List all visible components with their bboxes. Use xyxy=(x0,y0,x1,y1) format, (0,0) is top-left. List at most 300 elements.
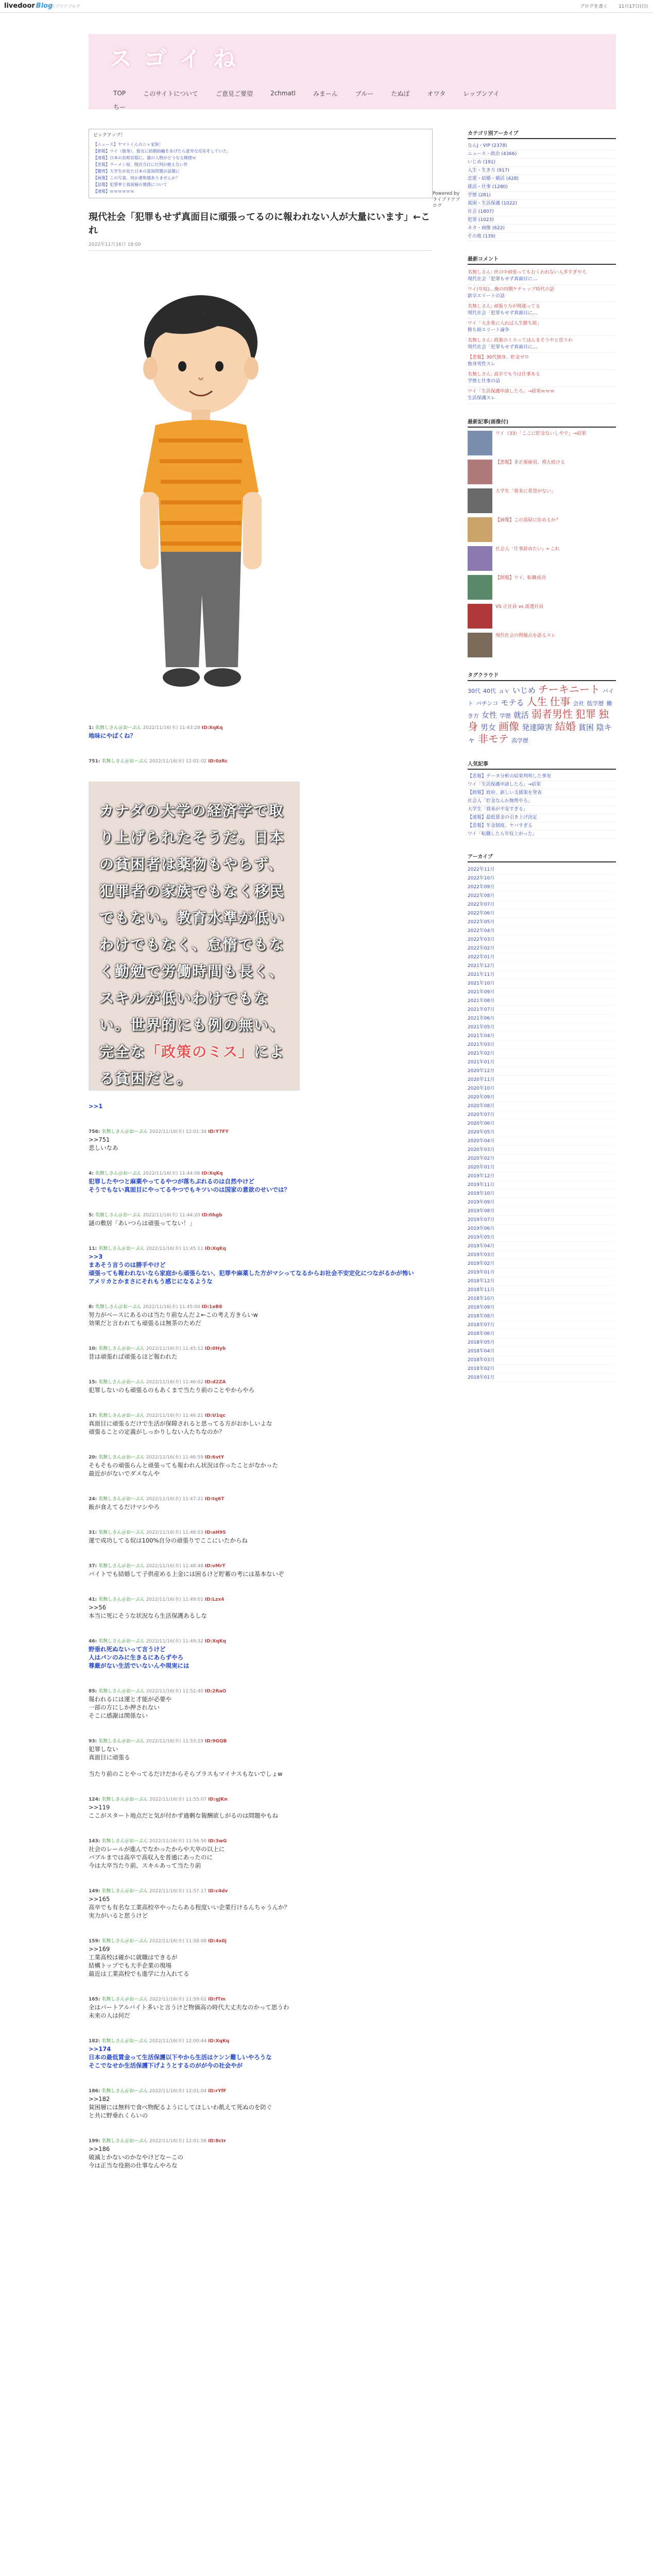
category-link[interactable]: 社会 (1807) xyxy=(468,208,616,216)
comment-date: 2022/11/16(水) 11:56:50 xyxy=(149,1839,207,1844)
comment-author: 名無しさん＠おーぷん xyxy=(98,1346,145,1351)
tag-link[interactable]: チーキニート xyxy=(538,683,600,696)
archive-month-link[interactable]: 2021年05月 xyxy=(468,1023,616,1032)
comment-number[interactable]: 46: xyxy=(89,1639,97,1644)
recent-comment-source[interactable]: 新卒エリートの話 xyxy=(468,294,505,299)
comment-date: 2022/11/16(水) 12:01:02 xyxy=(149,759,207,764)
archive-month-link[interactable]: 2019年01月 xyxy=(468,1268,616,1277)
comment-header xyxy=(89,1303,433,1310)
comment-date: 2022/11/16(水) 11:45:00 xyxy=(143,1304,200,1310)
comment-id[interactable]: ID:gJKn xyxy=(208,1797,228,1802)
tag-link[interactable]: 会社 xyxy=(573,700,585,707)
comment-body: >>3 まあそう言うのは勝手やけど 頑張っても報われないなら家庭から頑張らない、犯罪や麻薬した方がマシってなるからお社会不安定化につながるかが怖い アメリカとかまさにそれもう感じになるような xyxy=(89,1253,414,1285)
monthly-archive-list xyxy=(468,866,616,1382)
recent-post-title[interactable]: 現代社会の問題点を語るスレ xyxy=(495,633,556,638)
archive-month-link[interactable]: 2022年01月 xyxy=(468,953,616,962)
recent-post-thumbnail[interactable] xyxy=(468,546,492,571)
tag-link[interactable]: 30代 xyxy=(468,688,480,694)
category-link[interactable]: なんJ・VIP (2378) xyxy=(468,142,616,150)
comment-number[interactable]: 199: xyxy=(89,2139,100,2144)
popular-post-link[interactable]: 【悲報】年金制度、ヤバすぎる xyxy=(468,822,616,831)
recent-post-item[interactable] xyxy=(468,488,616,513)
recent-post-item[interactable] xyxy=(468,517,616,542)
comment-number[interactable]: 93: xyxy=(89,1739,97,1744)
nav-item[interactable]: ちー xyxy=(113,103,126,111)
nav-item[interactable]: たぬぽ xyxy=(391,90,410,97)
comment xyxy=(89,1345,433,1361)
recent-post-title[interactable]: 社会人「仕事辞めたい」←これ xyxy=(495,547,560,552)
comment-number[interactable]: 751: xyxy=(89,759,100,764)
tag-link[interactable]: 仕事 xyxy=(549,696,571,708)
comment-author: 名無しさん＠おーぷん xyxy=(101,759,148,764)
comment-author: 名無しさん＠おーぷん xyxy=(101,2089,148,2094)
comment-header xyxy=(89,1596,433,1602)
nav-item[interactable]: みまーん xyxy=(313,90,338,97)
archive-month-link[interactable]: 2019年06月 xyxy=(468,1225,616,1233)
comment-number[interactable]: 143: xyxy=(89,1839,100,1844)
recent-comment-source[interactable]: 勝ち組エリート論争 xyxy=(468,328,510,333)
comment-author: 名無しさん＠おーぷん xyxy=(98,1497,145,1502)
tag-link[interactable]: 就活 xyxy=(513,710,529,720)
comment-id[interactable]: ID:8ctr xyxy=(208,2139,226,2144)
comment-number[interactable]: 85: xyxy=(89,1689,97,1694)
comment-body: そもそもの頑張らんと頑張っても報われん状況は作ったことがなかった 最近ががないでダメなんや xyxy=(89,1462,278,1477)
comment-body: >>186 破滅とかないのかなやけどなーこの 今は正当な役割の仕事なんやろな xyxy=(89,2145,183,2169)
tag-link[interactable]: モテる xyxy=(501,698,524,707)
comment xyxy=(89,1245,433,1285)
archive-month-link[interactable]: 2019年02月 xyxy=(468,1260,616,1268)
comment-id[interactable]: ID:XqKq xyxy=(204,1246,226,1251)
archive-month-link[interactable]: 2020年06月 xyxy=(468,1120,616,1128)
archive-month-link[interactable]: 2019年03月 xyxy=(468,1251,616,1260)
category-link[interactable]: 就活・仕事 (1280) xyxy=(468,183,616,192)
comment-header xyxy=(89,1937,433,1944)
comment-id[interactable]: ID:0Hyb xyxy=(204,1346,226,1351)
tag-link[interactable]: 高学歴 xyxy=(511,737,529,744)
recent-post-title[interactable]: 【画像】この部屋に住めるか？ xyxy=(495,518,561,523)
archive-month-link[interactable]: 2018年04月 xyxy=(468,1347,616,1356)
tag-link[interactable]: 学歴 xyxy=(500,713,511,719)
comment-author: 名無しさん＠おーぷん xyxy=(98,1413,145,1418)
post-title[interactable]: 現代社会「犯罪もせず真面目に頑張ってるのに報われない人が大量にいます」←これ xyxy=(89,212,431,236)
archive-month-link[interactable]: 2020年08月 xyxy=(468,1102,616,1111)
tag-cloud-title: タグクラウド xyxy=(468,671,616,681)
comment-header xyxy=(89,1995,433,2002)
archive-month-link[interactable]: 2021年04月 xyxy=(468,1032,616,1041)
comment-id[interactable]: ID:d2ZA xyxy=(204,1380,226,1385)
comment-number[interactable]: 31: xyxy=(89,1530,97,1535)
popular-post-link[interactable]: 大学生「将来が不安すぎる」 xyxy=(468,806,616,814)
recent-post-title[interactable]: 【悲報】非正規雇用、増え続ける xyxy=(495,460,565,465)
comment-header xyxy=(89,1795,433,1802)
recent-comments-list xyxy=(468,268,616,404)
comment xyxy=(89,1562,433,1578)
comment-body: 野垂れ死ぬないって言うけど 人はパンのみに生きるにあらずやろ 尊厳がない生活でいないんや現実には xyxy=(89,1646,190,1669)
archive-month-link[interactable]: 2022年07月 xyxy=(468,901,616,909)
archive-month-link[interactable]: 2021年01月 xyxy=(468,1058,616,1067)
archive-month-link[interactable]: 2018年02月 xyxy=(468,1365,616,1374)
archive-month-link[interactable]: 2018年11月 xyxy=(468,1286,616,1295)
comment-body: >>169 工業高校は確かに就職はできるが 結構トップでも大手企業の現場 最近は工業高校でも進学に力入れてる xyxy=(89,1945,190,1977)
recent-post-item[interactable] xyxy=(468,604,616,629)
nav-item[interactable]: オワタ xyxy=(427,90,446,97)
tag-link[interactable]: ａｖ xyxy=(499,688,510,694)
pickup-link[interactable]: 【話題】犯罪率と貧困層の関係について xyxy=(93,182,167,187)
comment xyxy=(89,1303,433,1327)
recent-post-thumbnail[interactable] xyxy=(468,604,492,629)
tag-link[interactable]: バイト xyxy=(468,688,614,707)
comment xyxy=(89,1211,433,1227)
pickup-heading: ピックアップ！ xyxy=(93,133,126,138)
recent-comment-item[interactable] xyxy=(468,336,616,353)
recent-comment-item[interactable] xyxy=(468,319,616,336)
comment-author: 名無しさん＠おーぷん xyxy=(98,1639,145,1644)
archive-month-link[interactable]: 2020年12月 xyxy=(468,1067,616,1076)
comment-date: 2022/11/16(水) 11:47:21 xyxy=(146,1497,203,1502)
recent-comment-item[interactable] xyxy=(468,302,616,319)
recent-comment-item[interactable] xyxy=(468,370,616,387)
comment-id[interactable]: ID:rYfF xyxy=(208,2089,227,2094)
recent-comment-item[interactable] xyxy=(468,387,616,404)
comment-body: 運で成功してる奴は100%自分の頑張りでここにいたからね xyxy=(89,1537,248,1544)
popular-post-link[interactable]: 社会人「貯金なんか無理やろ」 xyxy=(468,798,616,806)
archive-month-link[interactable]: 2020年02月 xyxy=(468,1155,616,1163)
comment-number[interactable]: 41: xyxy=(89,1597,97,1602)
comment-id[interactable]: ID:aH9S xyxy=(204,1530,226,1535)
recent-comment-item[interactable] xyxy=(468,285,616,302)
comment-id[interactable]: ID:3wG xyxy=(208,1839,227,1844)
recent-comment-source[interactable]: 独身男性スレ xyxy=(468,362,496,367)
category-link[interactable]: 学歴 (281) xyxy=(468,192,616,200)
comment-id[interactable]: ID:XqKq xyxy=(208,2039,230,2044)
comment-id[interactable]: ID:2RaO xyxy=(204,1689,227,1694)
comment-number[interactable]: 182: xyxy=(89,2039,100,2044)
comment-author: 名無しさん＠おーぷん xyxy=(98,1455,145,1460)
livedoor-logo-blog: Blog xyxy=(36,2,53,10)
archive-month-link[interactable]: 2020年05月 xyxy=(468,1128,616,1137)
tag-link[interactable]: 非モテ xyxy=(478,733,509,745)
archive-month-link[interactable]: 2022年08月 xyxy=(468,892,616,901)
recent-comment-item[interactable] xyxy=(468,353,616,370)
archive-month-link[interactable]: 2022年04月 xyxy=(468,927,616,936)
category-archive-title: カテゴリ別アーカイブ xyxy=(468,129,616,139)
archive-month-link[interactable]: 2020年07月 xyxy=(468,1111,616,1120)
comment-author: 名無しさん＠おーぷん xyxy=(101,1839,148,1844)
comment-date: 2022/11/16(水) 11:46:21 xyxy=(146,1413,203,1418)
comment-id[interactable]: ID:9GQB xyxy=(204,1739,227,1744)
comment-id[interactable]: ID:tq6T xyxy=(204,1497,225,1502)
comment-id[interactable]: ID:XqKq xyxy=(204,1639,226,1644)
main-column xyxy=(89,129,433,2187)
archive-month-link[interactable]: 2018年01月 xyxy=(468,1374,616,1382)
archive-month-link[interactable]: 2021年03月 xyxy=(468,1041,616,1049)
comment-header xyxy=(89,1453,433,1460)
archive-month-link[interactable]: 2021年12月 xyxy=(468,962,616,971)
archive-month-link[interactable]: 2019年05月 xyxy=(468,1233,616,1242)
tag-link[interactable]: 発達障害 xyxy=(522,723,553,732)
comment-id[interactable]: ID:fTm xyxy=(208,1997,226,2002)
nav-item[interactable]: 2chmatl xyxy=(270,90,296,97)
tag-link[interactable]: 女性 xyxy=(482,710,497,720)
comment-number[interactable]: 159: xyxy=(89,1939,100,1944)
tag-cloud-list xyxy=(468,684,616,746)
popular-post-link[interactable]: ワイ「転職したら年収上がった」 xyxy=(468,831,616,839)
popular-post-link[interactable]: 【朗報】政府、新しい支援策を発表 xyxy=(468,789,616,798)
recent-post-item[interactable] xyxy=(468,546,616,571)
archive-month-link[interactable]: 2021年11月 xyxy=(468,971,616,979)
comment-author: 名無しさん＠おーぷん xyxy=(101,1939,148,1944)
tag-link[interactable]: 犯罪 xyxy=(575,708,596,720)
write-blog-link[interactable]: ブログを書く xyxy=(580,4,608,9)
popular-post-link[interactable]: ワイ「生活保護申請したろ」→結果 xyxy=(468,781,616,789)
popular-post-link[interactable]: 【悲報】データ分析の結果判明した事実 xyxy=(468,773,616,781)
archive-month-link[interactable]: 2020年10月 xyxy=(468,1084,616,1093)
comment-body: 飯が食えてるだけマシやろ xyxy=(89,1503,160,1511)
nav-item[interactable]: ご意見ご要望 xyxy=(215,90,253,97)
archive-month-link[interactable]: 2022年11月 xyxy=(468,866,616,874)
pickup-link[interactable]: 【驚愕】大学生が見た日本の貧困問題が話題に xyxy=(93,169,180,174)
comment xyxy=(89,2087,433,2120)
monthly-archive-title: アーカイブ xyxy=(468,852,616,862)
archive-month-link[interactable]: 2020年09月 xyxy=(468,1093,616,1102)
tag-link[interactable]: 画像 xyxy=(499,720,520,733)
category-link[interactable]: 恋愛・結婚・婚活 (428) xyxy=(468,175,616,183)
comment-date: 2022/11/16(水) 11:46:02 xyxy=(146,1380,203,1385)
tag-link[interactable]: 陰キャ xyxy=(468,723,612,744)
pickup-link[interactable]: 【ニュース】ヤマトくんのニャ家族！ xyxy=(93,142,163,147)
comment-author: 名無しさん＠おーぷん xyxy=(98,1530,145,1535)
recent-comment-text: 【悲報】30代独身、貯金ゼロ xyxy=(468,355,529,360)
archive-month-link[interactable]: 2021年06月 xyxy=(468,1014,616,1023)
archive-month-link[interactable]: 2018年06月 xyxy=(468,1330,616,1338)
archive-month-link[interactable]: 2018年12月 xyxy=(468,1277,616,1286)
comment-date: 2022/11/16(水) 11:49:32 xyxy=(146,1639,203,1644)
comment-date: 2022/11/16(水) 12:01:56 xyxy=(149,2139,207,2144)
archive-month-link[interactable]: 2021年09月 xyxy=(468,988,616,997)
comment-id[interactable]: ID:XqKq xyxy=(201,1171,223,1176)
comment-id[interactable]: ID:0zRc xyxy=(208,759,228,764)
archive-month-link[interactable]: 2022年02月 xyxy=(468,944,616,953)
archive-month-link[interactable]: 2019年08月 xyxy=(468,1207,616,1216)
recent-post-item[interactable] xyxy=(468,460,616,484)
tag-link[interactable]: 貧困 xyxy=(578,723,594,732)
powered-by[interactable]: Powered by ライブドアブログ xyxy=(433,191,460,209)
archive-month-link[interactable]: 2021年10月 xyxy=(468,979,616,988)
comment-number[interactable]: 15: xyxy=(89,1380,97,1385)
archive-month-link[interactable]: 2019年12月 xyxy=(468,1172,616,1181)
comment-header xyxy=(89,757,433,764)
recent-post-thumbnail[interactable] xyxy=(468,431,492,455)
archive-month-link[interactable]: 2020年01月 xyxy=(468,1163,616,1172)
recent-comment-item[interactable] xyxy=(468,268,616,285)
comment-body: >>119 ここがスタート地点だと気が付かず過剰な報酬欲しがるのは問題やもね xyxy=(89,1804,278,1819)
tag-link[interactable]: 40代 xyxy=(483,688,496,694)
tag-link[interactable]: 働き方 xyxy=(468,700,612,719)
comment-number[interactable]: 186: xyxy=(89,2089,100,2094)
recent-post-item[interactable] xyxy=(468,575,616,600)
recent-post-thumbnail[interactable] xyxy=(468,517,492,542)
comment xyxy=(89,1529,433,1545)
comment-id[interactable]: ID:Lzx4 xyxy=(204,1597,225,1602)
livedoor-logo[interactable] xyxy=(4,2,53,10)
recent-post-title[interactable]: 【朗報】ワイ、転職成功 xyxy=(495,575,546,581)
comment-number[interactable]: 5: xyxy=(89,1213,94,1218)
header-title-area[interactable] xyxy=(89,34,616,75)
comment-id[interactable]: ID:Y7FY xyxy=(208,1129,229,1134)
archive-month-link[interactable]: 2021年02月 xyxy=(468,1049,616,1058)
tag-link[interactable]: パチンコ xyxy=(476,700,499,707)
archive-month-link[interactable]: 2020年03月 xyxy=(468,1146,616,1155)
tag-link[interactable]: 独身 xyxy=(468,708,609,733)
comment-number[interactable]: 149: xyxy=(89,1889,100,1894)
archive-month-link[interactable]: 2018年10月 xyxy=(468,1295,616,1303)
comment-number[interactable]: 10: xyxy=(89,1346,97,1351)
comment-number[interactable]: 165: xyxy=(89,1997,100,2002)
comment xyxy=(89,1995,433,2020)
comment-number[interactable]: 124: xyxy=(89,1797,100,1802)
pickup-link[interactable]: 【画像】この写真、何か違和感ありませんか？ xyxy=(93,176,180,180)
category-link[interactable]: 人生・生き方 (917) xyxy=(468,167,616,175)
pickup-link[interactable]: 【速報】ｗｗｗｗｗｗ xyxy=(93,189,134,194)
archive-month-link[interactable]: 2019年11月 xyxy=(468,1181,616,1190)
archive-month-link[interactable]: 2020年11月 xyxy=(468,1076,616,1084)
comment xyxy=(89,1637,433,1670)
nav-item[interactable]: レップンアイ xyxy=(463,90,500,97)
nav-item[interactable]: ブルー xyxy=(355,90,374,97)
comment-number[interactable]: 8: xyxy=(89,1304,94,1310)
recent-posts-images xyxy=(468,417,616,657)
recent-post-title[interactable]: ワイ（33）「ここに貯金ないしやで」→結果 xyxy=(495,431,587,436)
comment-body: 昔は頑張れば頑張るほど報われた xyxy=(89,1353,178,1360)
blog-logo[interactable]: ス ゴ イ ね xyxy=(109,46,238,72)
comment-author: 名無しさん＠おーぷん xyxy=(101,2139,148,2144)
tag-link[interactable]: 弱者男性 xyxy=(531,708,573,720)
comment-header xyxy=(89,2137,433,2144)
comment-header xyxy=(89,1837,433,1844)
comment-id[interactable]: ID:U1qc xyxy=(204,1413,226,1418)
comment-number[interactable]: 37: xyxy=(89,1564,97,1569)
tag-link[interactable]: いじめ xyxy=(512,686,536,695)
tag-link[interactable]: 低学歴 xyxy=(587,700,604,707)
category-link[interactable]: いじめ (191) xyxy=(468,159,616,167)
global-nav xyxy=(89,87,616,113)
comment xyxy=(89,757,433,764)
comment-id[interactable]: ID:6vtY xyxy=(204,1455,225,1460)
comment-number[interactable]: 4: xyxy=(89,1171,94,1176)
comment-date: 2022/11/16(水) 11:59:02 xyxy=(149,1997,207,2002)
tag-link[interactable]: 結婚 xyxy=(555,720,576,733)
comment-number[interactable]: 756: xyxy=(89,1129,100,1134)
comment-id[interactable]: ID:0hgb xyxy=(201,1213,222,1218)
pickup-link[interactable]: 【朗報】ワイ（独身）、彼女に結婚指輪をあげたら意外な反応をしていた。 xyxy=(93,149,231,154)
comment-number[interactable]: 17: xyxy=(89,1413,97,1418)
comment-id[interactable]: ID:4x0j xyxy=(208,1939,227,1944)
comment xyxy=(89,1887,433,1920)
topbar-right xyxy=(571,3,648,9)
comment-date: 2022/11/16(水) 11:52:40 xyxy=(146,1689,203,1694)
comment-author: 名無しさん＠おーぷん xyxy=(98,1689,145,1694)
recent-comment-source[interactable]: 生活保護スレ xyxy=(468,396,496,401)
recent-post-item[interactable] xyxy=(468,633,616,657)
comment-list xyxy=(89,1102,433,2170)
archive-month-link[interactable]: 2022年10月 xyxy=(468,874,616,883)
comment-author: 名無しさん＠おーぷん xyxy=(98,1739,145,1744)
recent-comment-source[interactable]: 学歴と仕事の話 xyxy=(468,379,501,384)
comment-number[interactable]: 11: xyxy=(89,1246,97,1251)
comment xyxy=(89,1170,433,1194)
recent-post-thumbnail[interactable] xyxy=(468,575,492,600)
nav-item[interactable]: TOP xyxy=(113,90,126,97)
pickup-link[interactable]: 【悲報】ラーメン屋、開店当日に行列が絶えない件 xyxy=(93,162,188,167)
category-link[interactable]: ニュース・政治 (4366) xyxy=(468,150,616,159)
tag-link[interactable]: 男女 xyxy=(480,723,496,732)
category-link[interactable]: ネタ・画像 (622) xyxy=(468,225,616,233)
archive-month-link[interactable]: 2022年05月 xyxy=(468,918,616,927)
comment-body: >>174 日本の最低賃金って生活保護以下やから生活はケンン難しいやろうな そこでなせか生活保護下げようとするのがが今の社会やが xyxy=(89,2045,272,2069)
nav-item[interactable]: このサイトについて xyxy=(143,90,198,97)
archive-month-link[interactable]: 2021年08月 xyxy=(468,997,616,1006)
archive-month-link[interactable]: 2018年09月 xyxy=(468,1303,616,1312)
comment xyxy=(89,1128,433,1152)
popular-posts-list xyxy=(468,773,616,839)
nav-row xyxy=(89,87,616,100)
recent-post-thumbnail[interactable] xyxy=(468,460,492,484)
recent-comment-source[interactable]: 現代社会「犯罪もせず真面目に… xyxy=(468,345,538,350)
recent-post-thumbnail[interactable] xyxy=(468,488,492,513)
comment-date: 2022/11/16(水) 11:46:59 xyxy=(146,1455,203,1460)
comment-id[interactable]: ID:c4dv xyxy=(208,1889,228,1894)
pickup-link[interactable]: 【速報】日本の首相官邸に、謎の人物がどうなる模様ｗ xyxy=(93,156,196,160)
category-link[interactable]: 貧困・生活保護 (1022) xyxy=(468,200,616,208)
recent-post-thumbnail[interactable] xyxy=(468,633,492,657)
category-link[interactable]: 犯罪 (1023) xyxy=(468,216,616,225)
archive-month-link[interactable]: 2019年09月 xyxy=(468,1198,616,1207)
popular-posts-title: 人気記事 xyxy=(468,759,616,770)
comment-number[interactable]: 24: xyxy=(89,1497,97,1502)
recent-comment-source[interactable]: 現代社会「犯罪もせず真面目に… xyxy=(468,311,538,316)
category-archive xyxy=(468,129,616,241)
comment-id[interactable]: ID:XqKq xyxy=(201,725,223,731)
tag-link[interactable]: 人生 xyxy=(526,696,547,708)
archive-month-link[interactable]: 2018年05月 xyxy=(468,1338,616,1347)
recent-comment-source[interactable]: 現代社会「犯罪もせず真面目に… xyxy=(468,277,538,282)
archive-month-link[interactable]: 2018年08月 xyxy=(468,1312,616,1321)
popular-post-link[interactable]: 【速報】最低賃金の引き上げ決定 xyxy=(468,814,616,822)
archive-month-link[interactable]: 2022年09月 xyxy=(468,883,616,892)
archive-month-link[interactable]: 2019年07月 xyxy=(468,1216,616,1225)
archive-month-link[interactable]: 2020年04月 xyxy=(468,1137,616,1146)
archive-month-link[interactable]: 2018年03月 xyxy=(468,1356,616,1365)
comment-header xyxy=(89,1345,433,1351)
recent-post-title[interactable]: VS 正社員 vs 派遣社員 xyxy=(495,604,544,609)
comment-number[interactable]: 20: xyxy=(89,1455,97,1460)
quote-text-before: カナダの大学の経済学で取り上げられたそうだ。日本の貧困者は薬物もやらず、犯罪者の家族でもなく移民でもない。教育水準が低いわけでもなく、怠惰でもなく勤勉で労働時間も長く、スキルが低いわけでもない。世界的にも例の無い、完全な xyxy=(99,802,285,1060)
archive-month-link[interactable]: 2022年03月 xyxy=(468,936,616,944)
category-link[interactable]: その他 (139) xyxy=(468,233,616,241)
comment xyxy=(89,1412,433,1436)
archive-month-link[interactable]: 2021年07月 xyxy=(468,1006,616,1014)
recent-post-item[interactable] xyxy=(468,431,616,455)
comment-id[interactable]: ID:1eB8 xyxy=(201,1304,222,1310)
recent-post-title[interactable]: 大学生「将来に希望がない」 xyxy=(495,489,556,494)
archive-month-link[interactable]: 2018年07月 xyxy=(468,1321,616,1330)
archive-month-link[interactable]: 2019年04月 xyxy=(468,1242,616,1251)
archive-month-link[interactable]: 2019年10月 xyxy=(468,1190,616,1198)
archive-month-link[interactable]: 2022年06月 xyxy=(468,909,616,918)
comment-number[interactable]: 1: xyxy=(89,725,94,731)
comment-id[interactable]: ID:vMrT xyxy=(204,1564,226,1569)
comment-date: 2022/11/16(水) 11:45:11 xyxy=(146,1246,203,1251)
